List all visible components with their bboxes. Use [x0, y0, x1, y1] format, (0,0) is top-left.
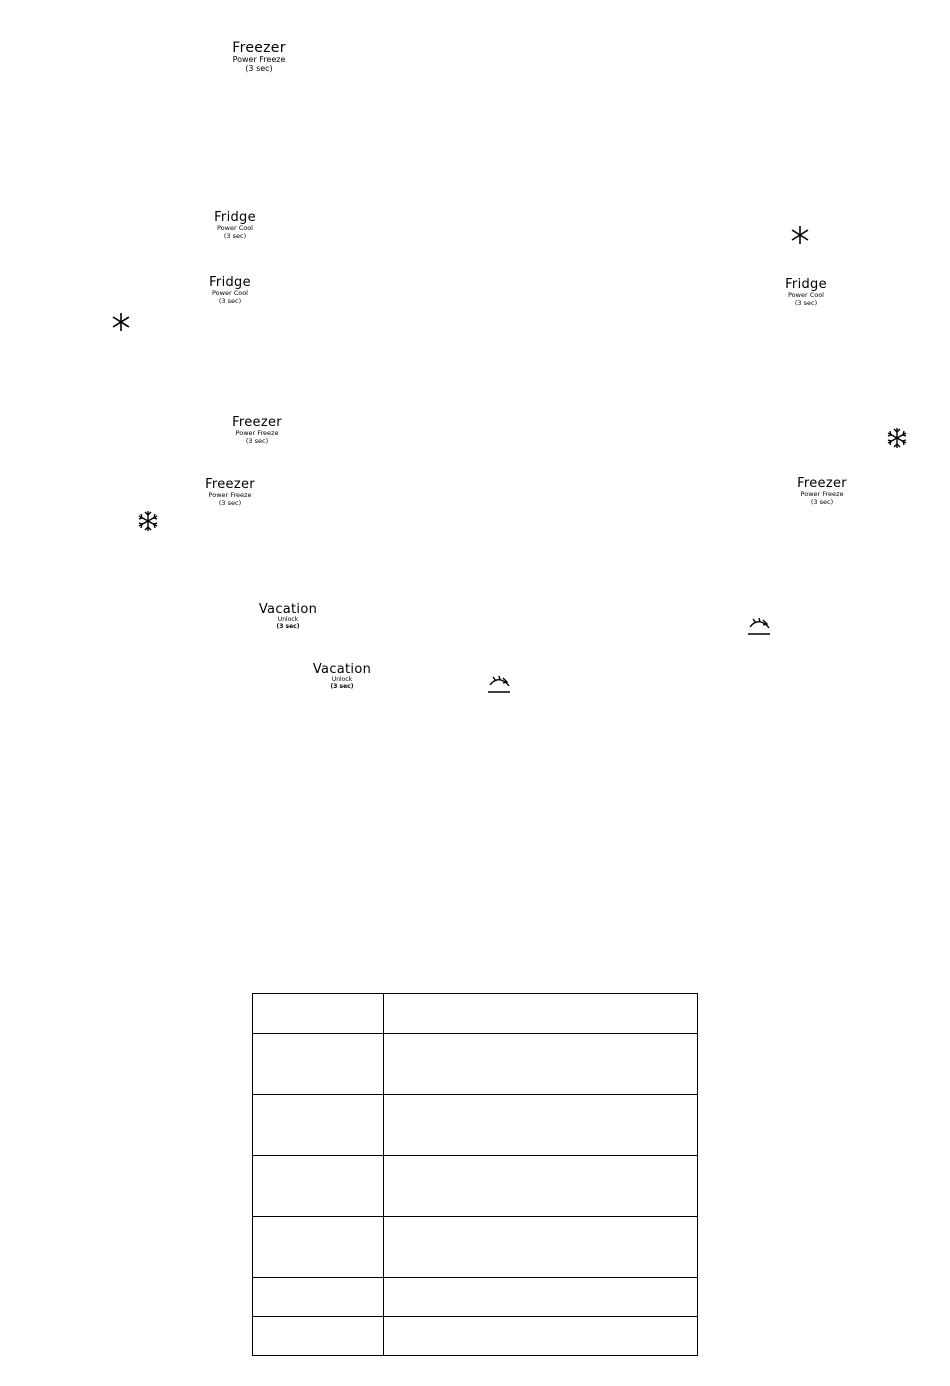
fridge-title: Fridge	[209, 275, 251, 290]
power-freeze-text: Power Freeze	[800, 490, 844, 498]
vacation-button-label	[259, 603, 317, 630]
table-cell	[253, 1217, 384, 1278]
table-cell	[253, 1156, 384, 1217]
power-freeze-text: Power Freeze	[235, 429, 279, 437]
table-cell	[384, 1278, 698, 1317]
table-cell	[384, 994, 698, 1034]
table-cell	[253, 1278, 384, 1317]
freezer-title: Freezer	[797, 476, 847, 491]
vacation-icon	[747, 616, 771, 636]
power-freeze-icon	[886, 427, 908, 449]
freezer-title: Freezer	[232, 415, 282, 430]
table-cell	[384, 1156, 698, 1217]
table-cell	[384, 1317, 698, 1356]
hold-time-text: (3 sec)	[810, 497, 834, 506]
vacation-title: Vacation	[258, 602, 318, 617]
hold-time-text: (3 sec)	[218, 498, 242, 507]
table-row	[253, 994, 698, 1034]
freezer-button-label	[205, 478, 255, 506]
power-freeze-text: Power Freeze	[232, 55, 286, 64]
freezer-title: Freezer	[232, 40, 286, 56]
freezer-button-label	[232, 416, 282, 444]
table-row	[253, 1217, 698, 1278]
table-cell	[384, 1095, 698, 1156]
hold-time-text: (3 sec)	[218, 296, 242, 305]
vacation-title: Vacation	[312, 662, 372, 677]
table-row	[253, 1034, 698, 1095]
fridge-button-label	[785, 278, 827, 306]
hold-time-text: (3 sec)	[245, 436, 269, 445]
power-cool-icon	[111, 312, 131, 332]
freezer-title: Freezer	[205, 477, 255, 492]
table-cell	[384, 1217, 698, 1278]
table-cell	[253, 1034, 384, 1095]
unlock-text: Unlock	[277, 616, 299, 623]
hold-time-text: (3 sec)	[223, 231, 247, 240]
freezer-button-label	[232, 41, 286, 73]
table-cell	[253, 1317, 384, 1356]
fridge-title: Fridge	[785, 277, 827, 292]
power-freeze-text: Power Freeze	[208, 491, 252, 499]
freezer-button-label	[797, 477, 847, 505]
table-row	[253, 1156, 698, 1217]
table-row	[253, 1095, 698, 1156]
hold-time-text: (3 sec)	[794, 298, 818, 307]
function-table	[252, 993, 698, 1356]
fridge-title: Fridge	[214, 210, 256, 225]
hold-time-text: (3 sec)	[276, 623, 300, 630]
unlock-text: Unlock	[331, 676, 353, 683]
power-cool-text: Power Cool	[211, 289, 249, 297]
table-cell	[253, 1095, 384, 1156]
power-cool-text: Power Cool	[216, 224, 254, 232]
power-freeze-icon	[137, 510, 159, 532]
power-cool-icon	[790, 225, 810, 245]
power-cool-text: Power Cool	[787, 291, 825, 299]
vacation-button-label	[313, 663, 371, 690]
table-row	[253, 1317, 698, 1356]
hold-time-text: (3 sec)	[245, 64, 273, 73]
fridge-button-label	[209, 276, 251, 304]
table-cell	[253, 994, 384, 1034]
table-cell	[384, 1034, 698, 1095]
fridge-button-label	[214, 211, 256, 239]
table-row	[253, 1278, 698, 1317]
hold-time-text: (3 sec)	[330, 683, 354, 690]
vacation-icon	[487, 674, 511, 694]
